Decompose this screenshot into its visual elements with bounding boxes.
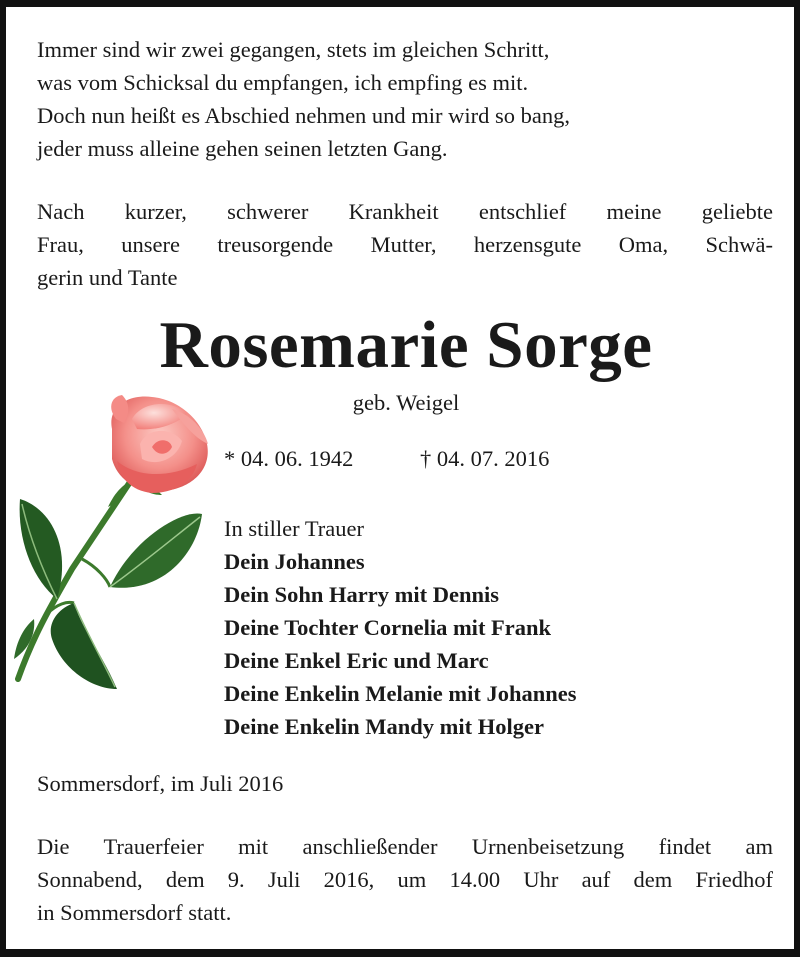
mourners-heading: In stiller Trauer [224, 516, 364, 541]
mourner-name: Deine Enkelin Melanie mit Johannes [224, 681, 577, 706]
announcement-line: gerin und Tante [37, 265, 178, 290]
mourner-name: Deine Enkel Eric und Marc [224, 648, 489, 673]
poem [37, 33, 777, 165]
mourners-list [224, 512, 784, 743]
maiden-name: geb. Weigel [352, 390, 460, 415]
announcement-line: Frau, unsere treusorgende Mutter, herzensgute Oma, Schwä- [37, 232, 773, 257]
life-dates [224, 444, 624, 474]
funeral-info [37, 830, 773, 929]
funeral-line: Die Trauerfeier mit anschließender Urnenbeisetzung findet am [37, 834, 773, 859]
mourner-name: Dein Johannes [224, 549, 365, 574]
birth-date: * 04. 06. 1942 [224, 446, 354, 471]
mourner-name: Deine Enkelin Mandy mit Holger [224, 714, 544, 739]
mourner-name: Dein Sohn Harry mit Dennis [224, 582, 500, 607]
poem-line: Doch nun heißt es Abschied nehmen und mir wird so bang, [37, 103, 571, 128]
rose-image [12, 389, 217, 699]
announcement-line: Nach kurzer, schwerer Krankheit entschlief meine geliebte [37, 199, 773, 224]
death-date: † 04. 07. 2016 [420, 446, 550, 471]
funeral-line: Sonnabend, dem 9. Juli 2016, um 14.00 Uhr auf dem Friedhof [37, 867, 773, 892]
death-announcement [37, 195, 773, 294]
mourner-name: Deine Tochter Cornelia mit Frank [224, 615, 552, 640]
poem-line: Immer sind wir zwei gegangen, stets im gleichen Schritt, [37, 37, 550, 62]
poem-line: was vom Schicksal du empfangen, ich empfing es mit. [37, 70, 529, 95]
funeral-line: in Sommersdorf statt. [37, 900, 232, 925]
poem-line: jeder muss alleine gehen seinen letzten Gang. [37, 136, 448, 161]
deceased-name: Rosemarie Sorge [159, 308, 653, 382]
place-and-date: Sommersdorf, im Juli 2016 [37, 771, 284, 796]
